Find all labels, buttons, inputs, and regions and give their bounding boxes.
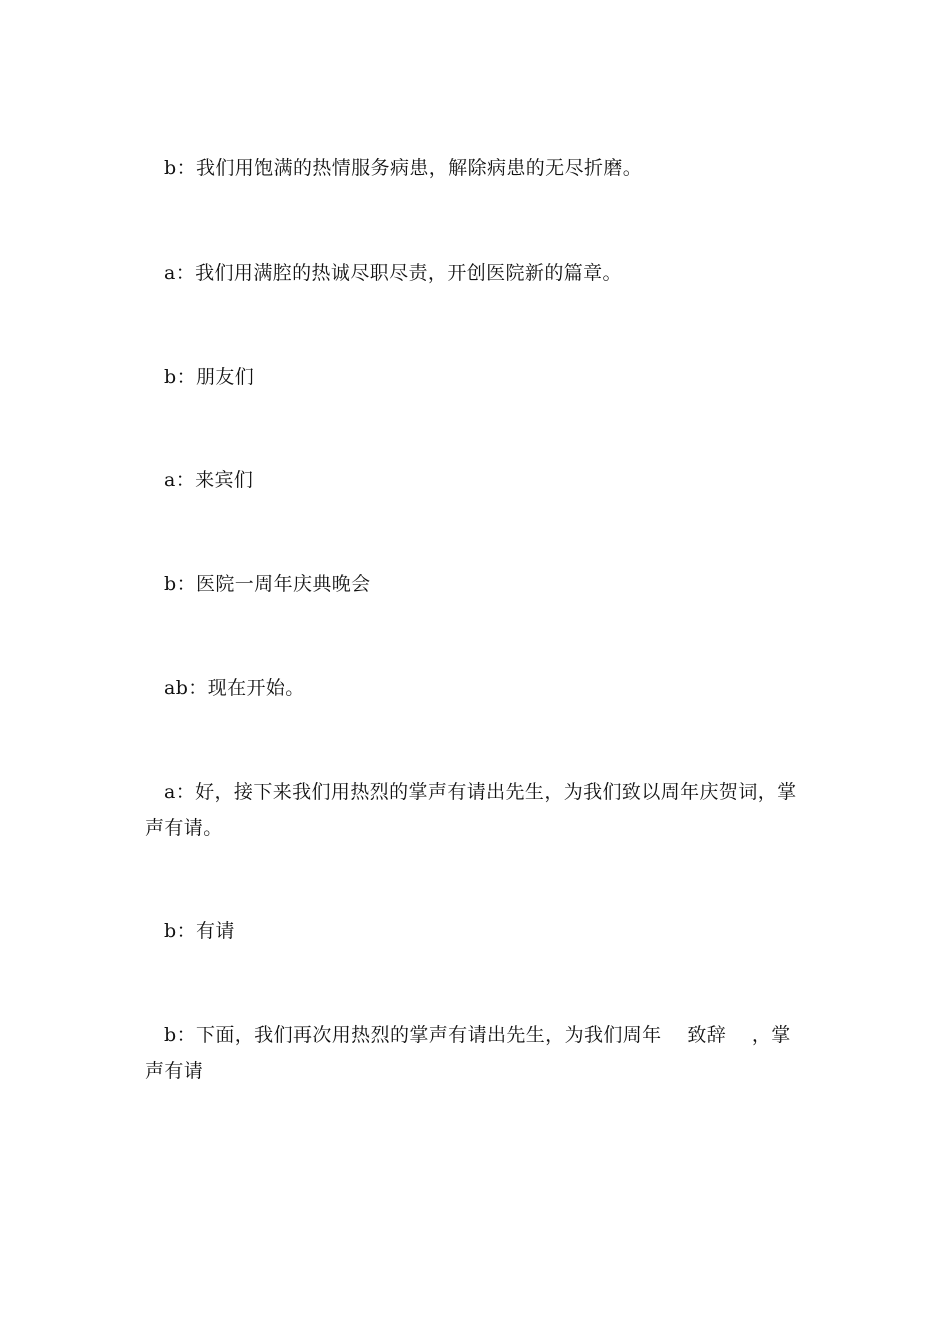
paragraph-5: b：医院一周年庆典晚会 — [164, 573, 371, 595]
paragraph-6: ab：现在开始。 — [164, 677, 305, 699]
paragraph-8: b：有请 — [164, 920, 235, 942]
paragraph-4: a：来宾们 — [164, 469, 254, 491]
paragraph-7: a：好，接下来我们用热烈的掌声有请出先生，为我们致以周年庆贺词，掌声有请。 — [145, 781, 797, 839]
paragraph-2: a：我们用满腔的热诚尽职尽责，开创医院新的篇章。 — [164, 262, 622, 284]
paragraph-3: b：朋友们 — [164, 366, 255, 388]
paragraph-1: b：我们用饱满的热情服务病患，解除病患的无尽折磨。 — [164, 157, 643, 179]
paragraph-9: b：下面，我们再次用热烈的掌声有请出先生，为我们周年 致辞 ，掌声有请 — [145, 1024, 791, 1082]
